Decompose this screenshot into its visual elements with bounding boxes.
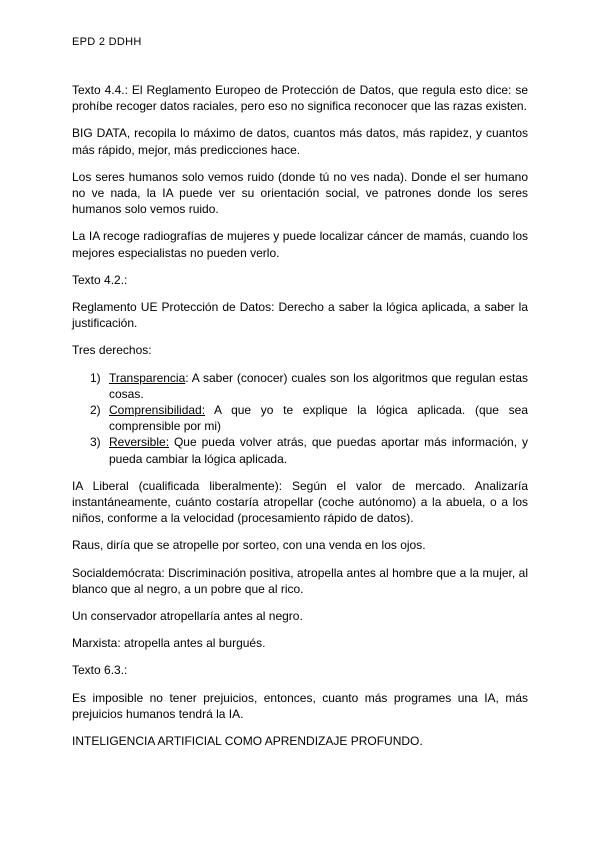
paragraph-ia-liberal: IA Liberal (cualificada liberalmente): Según el valor de mercado. Analizaría instantáneamente, cuánto costaría atropellar (coche autónomo) a la abuela, o a los niños, conforme a la velocidad (procesamiento rápido de datos). — [72, 478, 528, 526]
list-number: 2) — [90, 403, 101, 418]
list-item-comprensibilidad — [72, 402, 528, 434]
paragraph-aprendizaje-profundo: INTELIGENCIA ARTIFICIAL COMO APRENDIZAJE PROFUNDO. — [72, 734, 423, 749]
paragraph-tres-derechos: Tres derechos: — [72, 343, 152, 358]
paragraph-marxista: Marxista: atropella antes al burgués. — [72, 636, 266, 651]
list-item-reversible — [72, 434, 528, 466]
term-comprensibilidad: Comprensibilidad: — [109, 403, 206, 418]
list-number: 1) — [90, 370, 101, 385]
paragraph-texto-6-3: Texto 6.3.: — [72, 663, 128, 678]
page-header: EPD 2 DDHH — [72, 36, 142, 48]
paragraph-prejuicios: Es imposible no tener prejuicios, entonces, cuanto más programes una IA, más prejuicios humanos tendrá la IA. — [72, 690, 528, 721]
definition-reversible: Que pueda volver atrás, que puedas aportar más información, y pueda cambiar la lógica aplicada. — [109, 435, 528, 466]
definition-comprensibilidad: A que yo te explique la lógica aplicada. (que sea comprensible por mi) — [109, 403, 528, 434]
paragraph-raus: Raus, diría que se atropelle por sorteo, con una venda en los ojos. — [72, 538, 426, 553]
paragraph-texto-4-4: Texto 4.4.: El Reglamento Europeo de Protección de Datos, que regula esto dice: se prohíbe recoger datos raciales, pero eso no significa reconocer que las razas existen. — [72, 83, 528, 114]
paragraph-big-data: BIG DATA, recopila lo máximo de datos, cuantos más datos, más rapidez, y cuantos más rápido, mejor, más predicciones hace. — [72, 126, 528, 157]
paragraph-conservador: Un conservador atropellaría antes al negro. — [72, 609, 303, 624]
paragraph-texto-4-2: Texto 4.2.: — [72, 272, 128, 287]
paragraph-reglamento-ue: Reglamento UE Protección de Datos: Derecho a saber la lógica aplicada, a saber la justificación. — [72, 300, 528, 331]
list-number: 3) — [90, 435, 101, 450]
paragraph-socialdemocrata: Socialdemócrata: Discriminación positiva, atropella antes al hombre que a la mujer, al blanco que al negro, a un pobre que al rico. — [72, 565, 528, 596]
list-item-transparencia — [72, 370, 528, 402]
term-reversible: Reversible: — [109, 435, 170, 450]
paragraph-ruido: Los seres humanos solo vemos ruido (donde tú no ves nada). Donde el ser humano no ve nada, la IA puede ver su orientación social, ve patrones donde los seres humanos solo vemos ruido. — [72, 169, 528, 217]
document-body — [72, 82, 528, 760]
paragraph-radiografias: La IA recoge radiografías de mujeres y puede localizar cáncer de mamás, cuando los mejores especialistas no pueden verlo. — [72, 229, 528, 260]
rights-list — [72, 370, 528, 467]
definition-transparencia: : A saber (conocer) cuales son los algoritmos que regulan estas cosas. — [109, 370, 528, 401]
term-transparencia: Transparencia — [109, 370, 186, 385]
